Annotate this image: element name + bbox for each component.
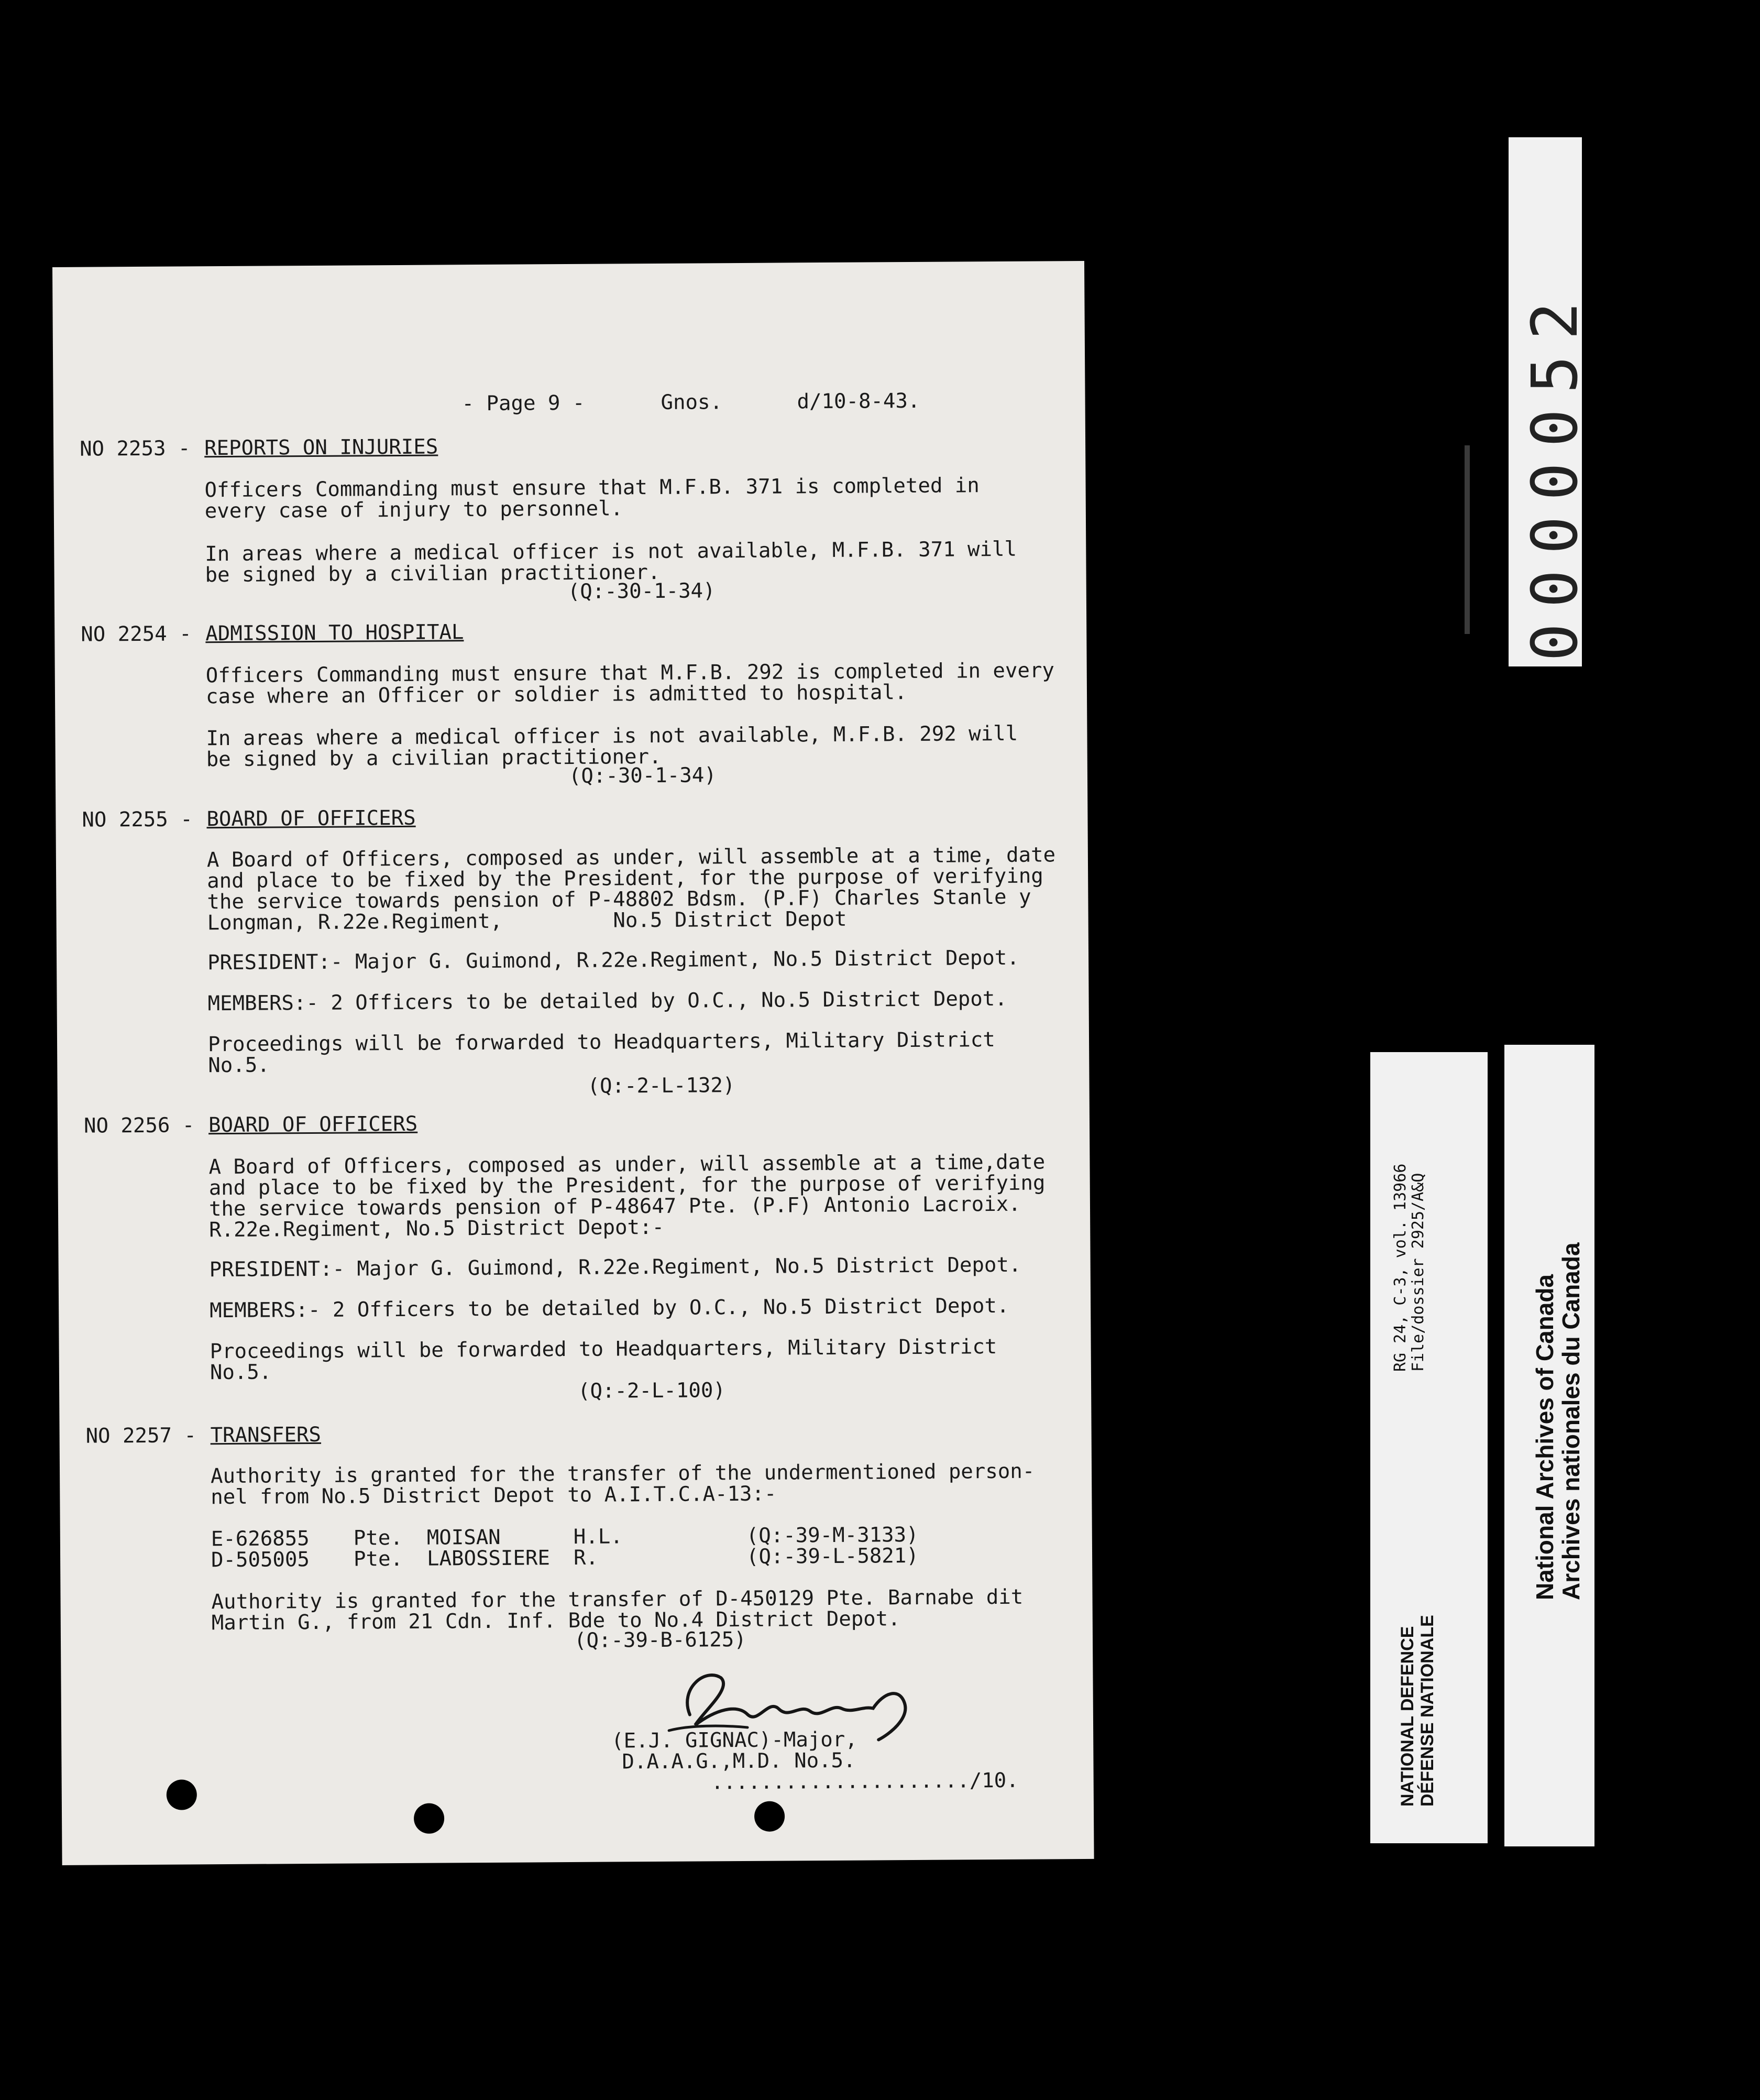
order-title: BOARD OF OFFICERS xyxy=(208,1112,418,1138)
department-name-fr: DÉFENSE NATIONALE xyxy=(1417,1615,1437,1807)
reference-line: File/dossier 2925/A&Q xyxy=(1409,1173,1427,1372)
order-paragraph: Officers Commanding must ensure that M.F.B. 371 is completed in every case of injury to personnel. xyxy=(204,474,980,523)
order-reference: (Q:-2-L-132) xyxy=(587,1074,735,1098)
board-president: PRESIDENT:- Major G. Guimond, R.22e.Regiment, No.5 District Depot. xyxy=(209,1253,1021,1282)
archives-name-fr: Archives nationales du Canada xyxy=(1557,1242,1585,1600)
order-reference: (Q:-30-1-34) xyxy=(567,579,716,604)
board-members: MEMBERS:- 2 Officers to be detailed by O.C., No.5 District Depot. xyxy=(207,987,1007,1016)
order-paragraph: Officers Commanding must ensure that M.F.B. 292 is completed in every case where an Officer or soldier is admitted to hospital. xyxy=(205,659,1055,709)
initials: R. xyxy=(573,1546,599,1570)
signatory-title: D.A.A.G.,M.D. No.5. xyxy=(622,1748,856,1774)
order-paragraph: A Board of Officers, composed as under, will assemble at a time,date and place to be fixed by the President, for the purpose of verifying the service towards pension of P-48647 Pte. (P.F) Antonio Lacroix. R.22e.Regiment, No.5 District Depot:- xyxy=(208,1150,1046,1242)
order-title: ADMISSION TO HOSPITAL xyxy=(205,620,464,646)
order-title: REPORTS ON INJURIES xyxy=(204,435,438,461)
board-proceedings: Proceedings will be forwarded to Headquarters, Military District No.5. xyxy=(207,1028,995,1078)
order-number: NO 2255 - xyxy=(82,807,193,832)
order-number: NO 2254 - xyxy=(81,622,192,647)
frame-number-strip xyxy=(1509,137,1592,666)
initials: H.L. xyxy=(573,1525,623,1549)
order-paragraph: In areas where a medical officer is not available, M.F.B. 292 will be signed by a civilian practitioner. xyxy=(206,721,1018,772)
order-reference: (Q:-39-B-6125) xyxy=(574,1627,746,1653)
transfer-reference: (Q:-39-L-5821) xyxy=(746,1544,919,1569)
punch-hole xyxy=(754,1801,785,1832)
page-number: - Page 9 - xyxy=(461,391,585,416)
order-paragraph: A Board of Officers, composed as under, will assemble at a time, date and place to be fixed by the President, for the purpose of verifying the service towards pension of P-48802 Bdsm. (P.F) Charles Stanle y Longman, R.22e.Regiment, No.5 District Depot xyxy=(206,843,1056,935)
board-proceedings: Proceedings will be forwarded to Headquarters, Military District No.5. xyxy=(210,1335,997,1385)
service-number: D-505005 xyxy=(211,1548,310,1572)
transfer-reference: (Q:-39-M-3133) xyxy=(746,1523,919,1548)
rank: Pte. xyxy=(353,1547,403,1571)
department-name-en: NATIONAL DEFENCE xyxy=(1398,1626,1417,1807)
order-paragraph: Authority is granted for the transfer of D-450129 Pte. Barnabe dit Martin G., from 21 Cdn. Inf. Bde to No.4 District Depot. xyxy=(211,1585,1024,1635)
surname: LABOSSIERE xyxy=(426,1546,551,1571)
document-page xyxy=(52,261,1094,1865)
board-president: PRESIDENT:- Major G. Guimond, R.22e.Regiment, No.5 District Depot. xyxy=(207,946,1019,975)
reference-line: RG 24, C-3, vol. 13966 xyxy=(1391,1163,1410,1372)
signatory-name: (E.J. GIGNAC)-Major, xyxy=(611,1727,857,1753)
archives-name-en: National Archives of Canada xyxy=(1531,1274,1558,1600)
order-title: TRANSFERS xyxy=(210,1423,322,1448)
order-reference: (Q:-30-1-34) xyxy=(568,763,717,788)
order-date: d/10-8-43. xyxy=(797,389,920,414)
punch-hole xyxy=(414,1803,444,1833)
order-paragraph: Authority is granted for the transfer of the undermentioned person- nel from No.5 District Depot to A.I.T.C.A-13:- xyxy=(210,1459,1035,1510)
reference-strip xyxy=(1370,1052,1488,1843)
service-number: E-626855 xyxy=(211,1527,310,1551)
frame-number: 0000052 xyxy=(1519,286,1592,661)
surname: MOISAN xyxy=(426,1525,501,1550)
order-reference: (Q:-2-L-100) xyxy=(577,1379,726,1403)
order-number: NO 2256 - xyxy=(83,1113,195,1138)
continued-marker: ...................../10. xyxy=(711,1768,1019,1795)
rank: Pte. xyxy=(353,1526,403,1550)
film-mark xyxy=(1465,445,1470,634)
archives-strip xyxy=(1504,1045,1594,1846)
board-members: MEMBERS:- 2 Officers to be detailed by O.C., No.5 District Depot. xyxy=(210,1294,1009,1323)
order-number: NO 2253 - xyxy=(79,436,191,461)
order-paragraph: In areas where a medical officer is not available, M.F.B. 371 will be signed by a civilian practitioner. xyxy=(205,537,1017,587)
order-title: BOARD OF OFFICERS xyxy=(206,806,416,832)
gnos-label: Gnos. xyxy=(661,390,723,414)
order-number: NO 2257 - xyxy=(85,1424,197,1448)
punch-hole xyxy=(167,1779,197,1810)
